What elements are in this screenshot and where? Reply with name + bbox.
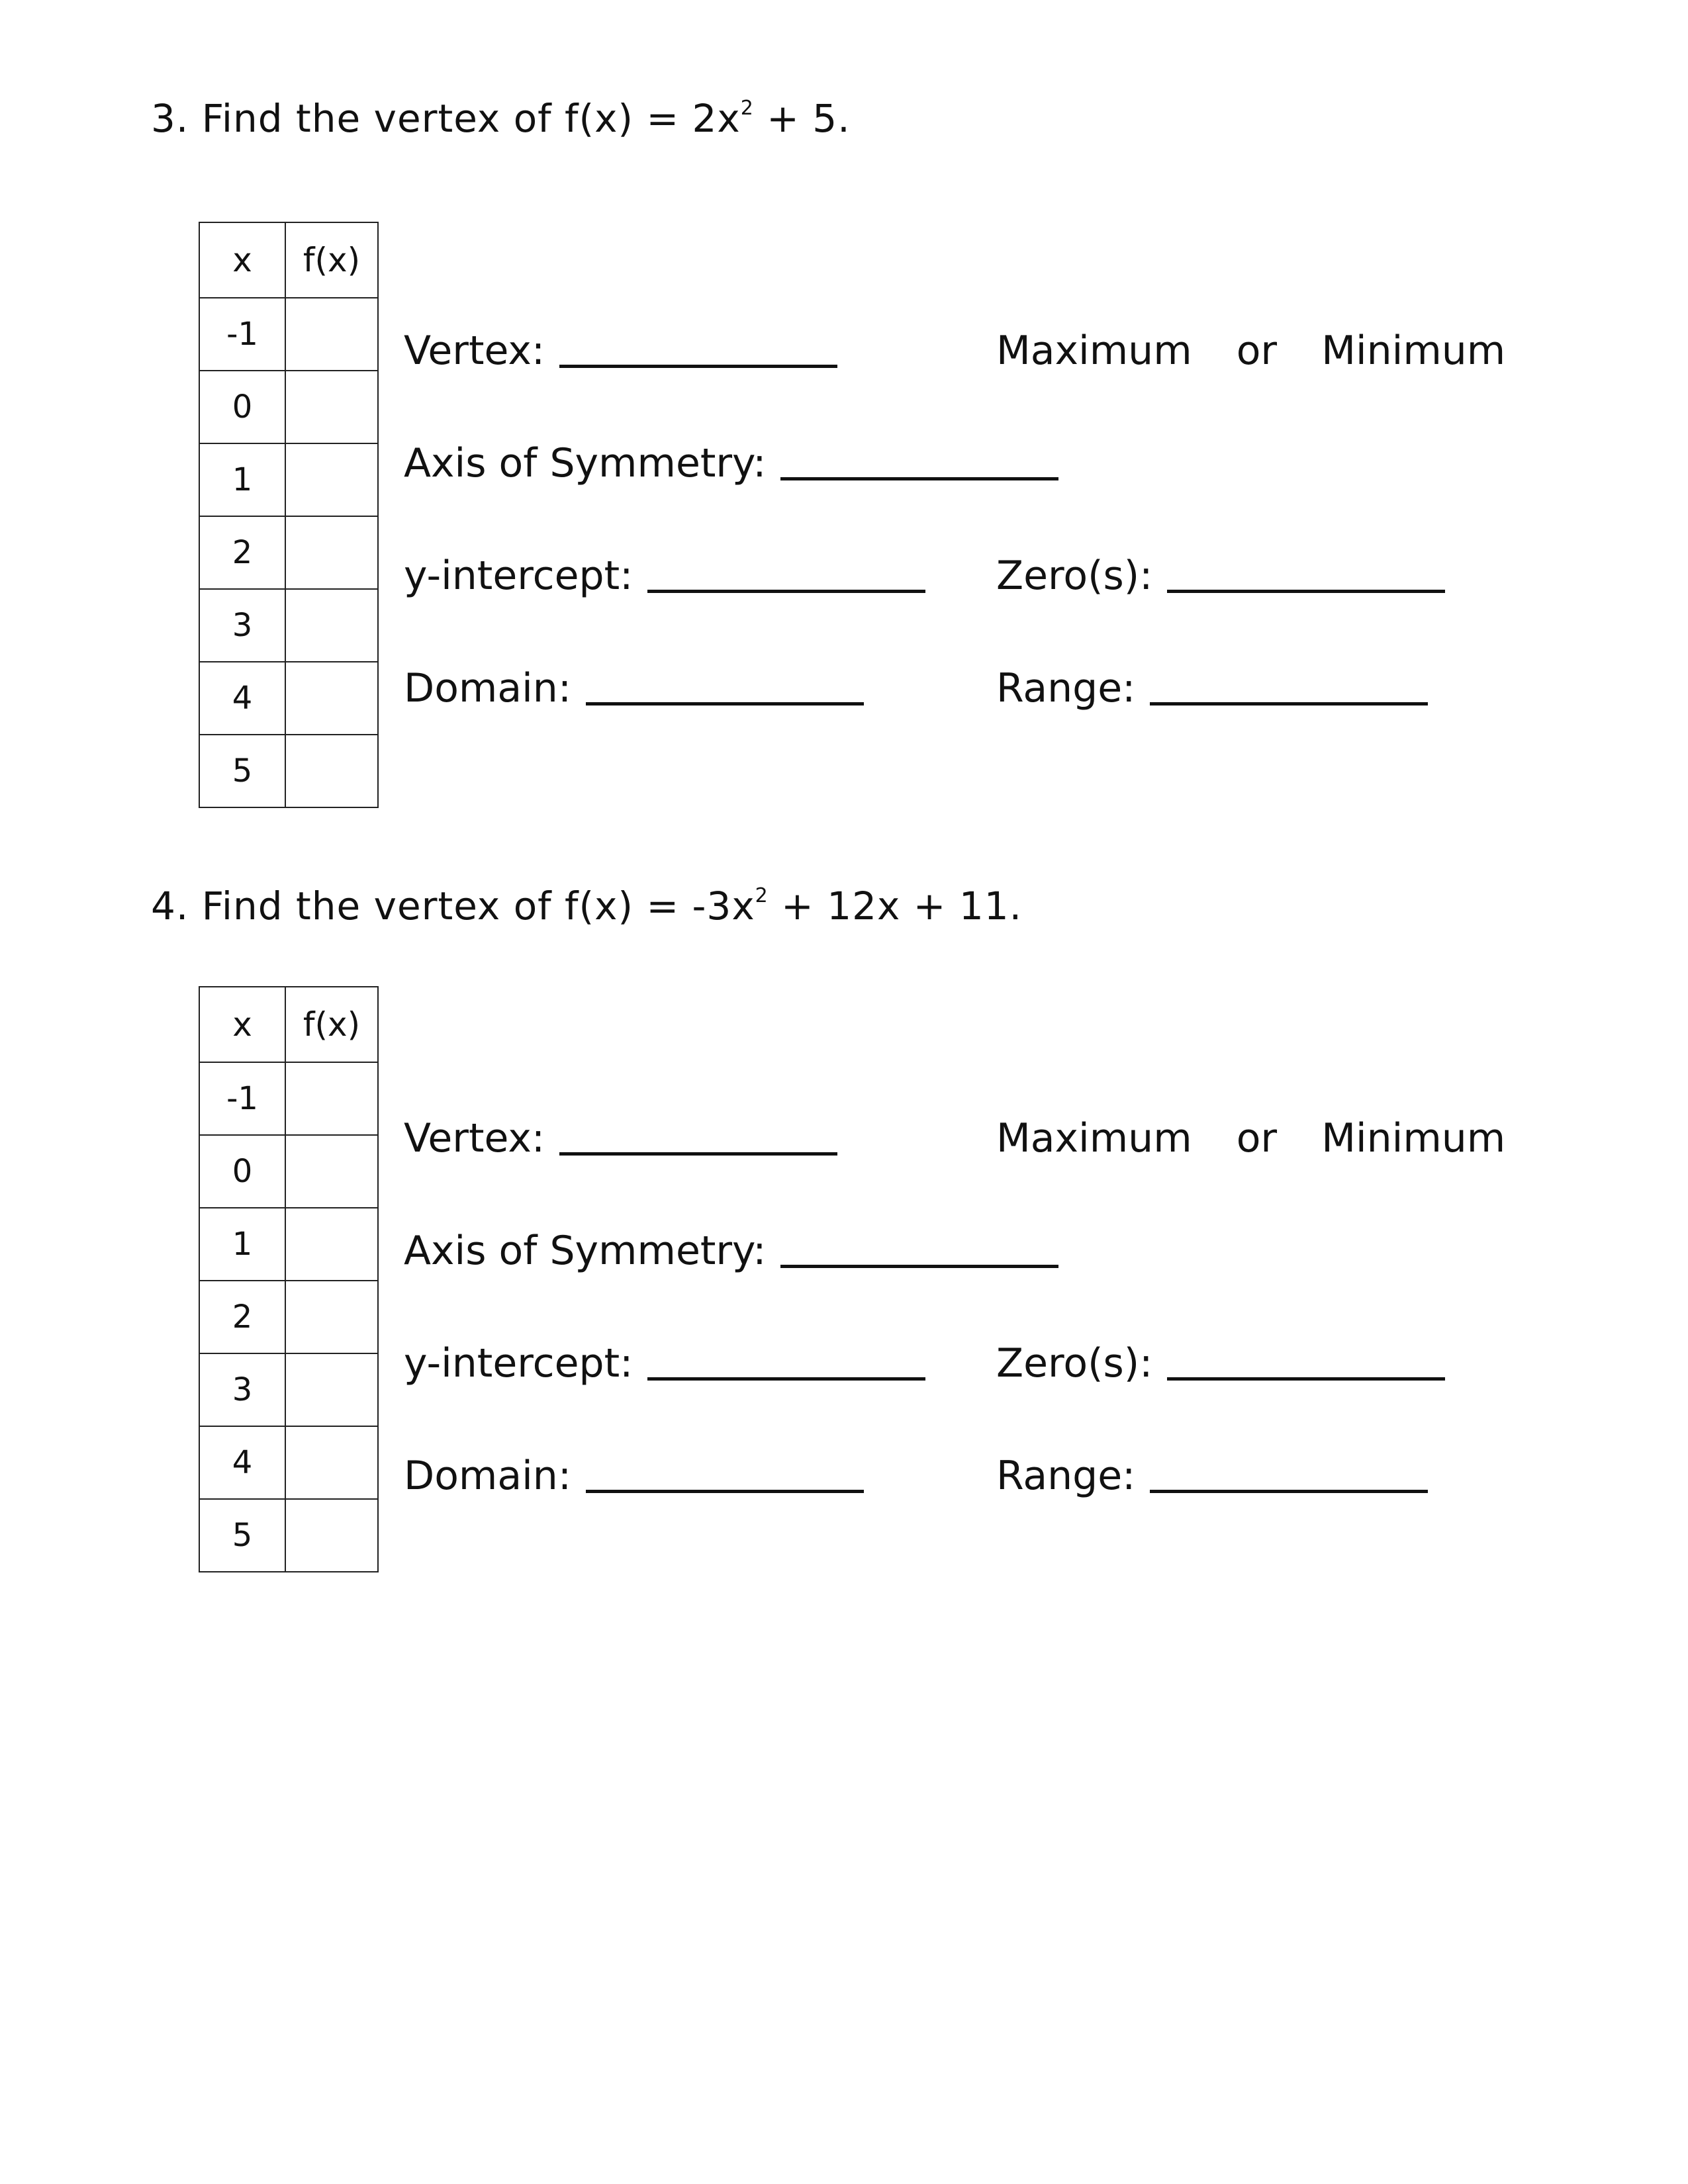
- vertex-field: [404, 328, 837, 374]
- table-row: [199, 298, 378, 371]
- minimum-option[interactable]: Minimum: [1321, 328, 1506, 374]
- problem-prompt-suffix: + 12x + 11.: [768, 884, 1023, 929]
- problem-number: 4.: [151, 884, 189, 929]
- problem-prompt: Find the vertex of f(x) = 2x: [201, 96, 741, 141]
- fx-answer-cell[interactable]: [285, 1281, 378, 1353]
- table-header-row: [199, 222, 378, 298]
- table-header-row: [199, 987, 378, 1062]
- axis-label: Axis of Symmetry:: [404, 1228, 767, 1274]
- fx-answer-cell[interactable]: [285, 1499, 378, 1572]
- domain-label: Domain:: [404, 1453, 572, 1499]
- fx-answer-cell[interactable]: [285, 1062, 378, 1135]
- table-row: [199, 662, 378, 735]
- or-text: or: [1236, 1115, 1278, 1161]
- axis-blank[interactable]: [780, 475, 1058, 480]
- vertex-label: Vertex:: [404, 1115, 545, 1161]
- fx-answer-cell[interactable]: [285, 589, 378, 662]
- y-intercept-blank[interactable]: [647, 587, 925, 593]
- zeros-field: [996, 1340, 1445, 1387]
- x-value: 1: [199, 1208, 285, 1281]
- fx-answer-cell[interactable]: [285, 371, 378, 443]
- exponent: 2: [740, 96, 754, 120]
- vertex-blank[interactable]: [559, 362, 837, 368]
- x-value: -1: [199, 1062, 285, 1135]
- problem-prompt-suffix: + 5.: [753, 96, 851, 141]
- fx-answer-cell[interactable]: [285, 1426, 378, 1499]
- axis-of-symmetry-field: [404, 440, 1058, 486]
- problem-heading: [151, 884, 1023, 929]
- table-row: [199, 1135, 378, 1208]
- problem-prompt: Find the vertex of f(x) = -3x: [201, 884, 755, 929]
- domain-blank[interactable]: [586, 700, 864, 705]
- minimum-option[interactable]: Minimum: [1321, 1115, 1506, 1161]
- values-table: [199, 222, 379, 808]
- domain-blank[interactable]: [586, 1487, 864, 1493]
- zeros-label: Zero(s):: [996, 553, 1153, 599]
- vertex-field: [404, 1115, 837, 1161]
- table-row: [199, 589, 378, 662]
- y-intercept-label: y-intercept:: [404, 553, 633, 599]
- y-intercept-blank[interactable]: [647, 1375, 925, 1381]
- table-row: [199, 1426, 378, 1499]
- table-row: [199, 1281, 378, 1353]
- maximum-option[interactable]: Maximum: [996, 328, 1192, 374]
- table-row: [199, 516, 378, 589]
- x-value: 1: [199, 443, 285, 516]
- y-intercept-field: [404, 1340, 925, 1387]
- y-intercept-field: [404, 553, 925, 599]
- problem-heading: [151, 96, 851, 141]
- domain-field: [404, 1453, 864, 1499]
- range-field: [996, 1453, 1428, 1499]
- range-field: [996, 665, 1428, 711]
- axis-label: Axis of Symmetry:: [404, 440, 767, 486]
- table-row: [199, 371, 378, 443]
- domain-field: [404, 665, 864, 711]
- max-min-choice: [996, 1115, 1506, 1161]
- fx-answer-cell[interactable]: [285, 1208, 378, 1281]
- values-table: [199, 986, 379, 1572]
- vertex-blank[interactable]: [559, 1150, 837, 1156]
- x-value: 0: [199, 1135, 285, 1208]
- fx-answer-cell[interactable]: [285, 735, 378, 807]
- header-x: x: [199, 222, 285, 298]
- fx-answer-cell[interactable]: [285, 1135, 378, 1208]
- header-fx: f(x): [285, 222, 378, 298]
- x-value: -1: [199, 298, 285, 371]
- x-value: 4: [199, 1426, 285, 1499]
- domain-label: Domain:: [404, 665, 572, 711]
- vertex-label: Vertex:: [404, 328, 545, 374]
- max-min-choice: [996, 328, 1506, 374]
- table-row: [199, 443, 378, 516]
- maximum-option[interactable]: Maximum: [996, 1115, 1192, 1161]
- zeros-blank[interactable]: [1167, 1375, 1445, 1381]
- axis-of-symmetry-field: [404, 1228, 1058, 1274]
- fx-answer-cell[interactable]: [285, 662, 378, 735]
- zeros-label: Zero(s):: [996, 1340, 1153, 1387]
- axis-blank[interactable]: [780, 1262, 1058, 1268]
- x-value: 2: [199, 1281, 285, 1353]
- zeros-blank[interactable]: [1167, 587, 1445, 593]
- table-row: [199, 735, 378, 807]
- exponent: 2: [755, 884, 769, 907]
- fx-answer-cell[interactable]: [285, 443, 378, 516]
- x-value: 0: [199, 371, 285, 443]
- range-label: Range:: [996, 665, 1136, 711]
- x-value: 4: [199, 662, 285, 735]
- table-row: [199, 1353, 378, 1426]
- problem-number: 3.: [151, 96, 189, 141]
- x-value: 2: [199, 516, 285, 589]
- header-fx: f(x): [285, 987, 378, 1062]
- table-row: [199, 1499, 378, 1572]
- x-value: 3: [199, 1353, 285, 1426]
- fx-answer-cell[interactable]: [285, 516, 378, 589]
- x-value: 5: [199, 1499, 285, 1572]
- table-row: [199, 1062, 378, 1135]
- table-row: [199, 1208, 378, 1281]
- header-x: x: [199, 987, 285, 1062]
- x-value: 3: [199, 589, 285, 662]
- range-blank[interactable]: [1150, 700, 1428, 705]
- fx-answer-cell[interactable]: [285, 1353, 378, 1426]
- fx-answer-cell[interactable]: [285, 298, 378, 371]
- x-value: 5: [199, 735, 285, 807]
- range-blank[interactable]: [1150, 1487, 1428, 1493]
- or-text: or: [1236, 328, 1278, 374]
- range-label: Range:: [996, 1453, 1136, 1499]
- y-intercept-label: y-intercept:: [404, 1340, 633, 1387]
- zeros-field: [996, 553, 1445, 599]
